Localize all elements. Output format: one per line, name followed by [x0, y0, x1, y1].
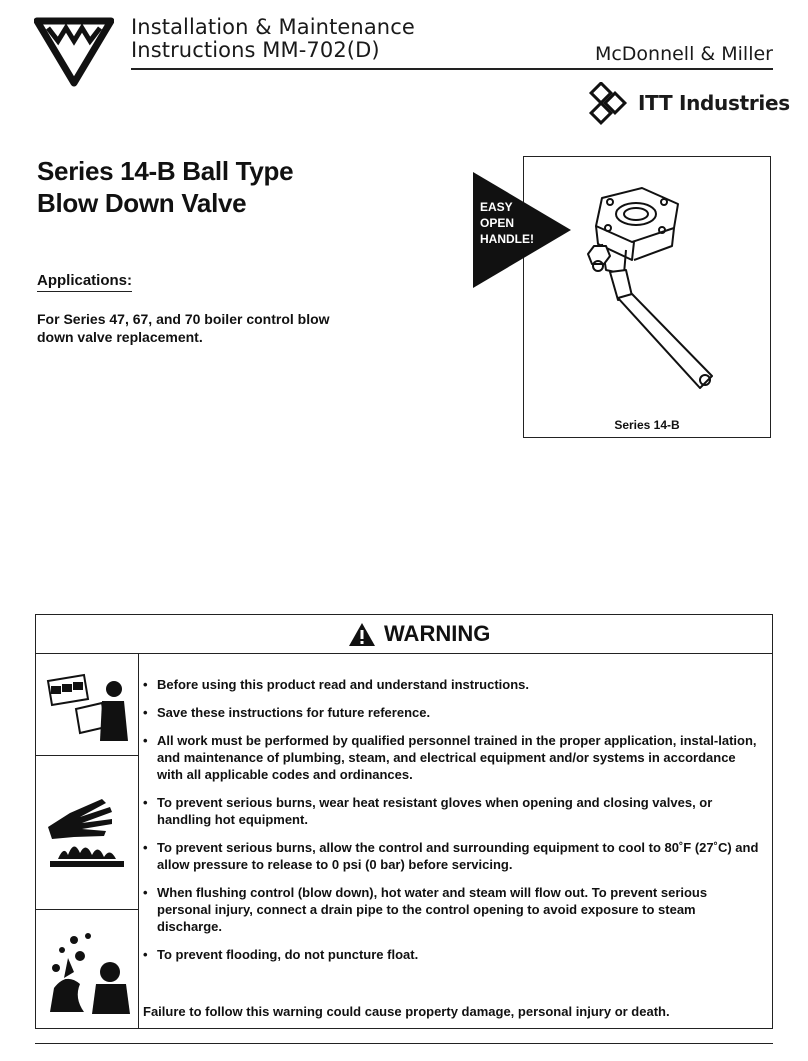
figure-caption: Series 14-B: [614, 418, 680, 432]
list-item: • Save these instructions for future reference.: [143, 704, 763, 721]
applications-text: For Series 47, 67, and 70 boiler control blow down valve replacement.: [37, 311, 330, 345]
itt-logo-icon: [586, 82, 634, 126]
warning-heading: [348, 621, 490, 647]
badge-label: [480, 199, 534, 247]
list-item: • All work must be performed by qualified personnel trained in the proper application, instal-lation, and maintenance of plumbing, steam, and electrical equipment and/or systems in accordance with all applicable codes and ordinances.: [143, 732, 763, 783]
warning-list: [143, 676, 763, 974]
page-title: [37, 155, 367, 219]
header-divider: [131, 68, 773, 70]
applications-heading: Applications:: [37, 272, 132, 292]
footer-divider: [35, 1043, 773, 1044]
warning-title: WARNING: [384, 621, 491, 646]
steam-burst-icon: [44, 928, 132, 1016]
list-item: • To prevent serious burns, allow the control and surrounding equipment to cool to 80˚F (27˚C) and allow pressure to release to 0 psi (0 bar) before servicing.: [143, 839, 763, 873]
title-line-2: Blow Down Valve: [37, 188, 247, 218]
badge-line-3: HANDLE!: [480, 232, 534, 246]
list-item: • To prevent serious burns, wear heat resistant gloves when opening and closing valves, or handling hot equipment.: [143, 794, 763, 828]
warning-footer: Failure to follow this warning could cause property damage, personal injury or death.: [143, 1004, 670, 1019]
read-manual-icon: [44, 665, 130, 747]
badge-line-2: OPEN: [480, 216, 515, 230]
title-line-1: Series 14-B Ball Type: [37, 156, 294, 186]
valve-illustration: [572, 186, 722, 402]
warning-triangle-icon: [348, 622, 376, 647]
parent-brand-name: ITT Industries: [638, 91, 790, 115]
list-item: • Before using this product read and understand instructions.: [143, 676, 763, 693]
warning-header-divider: [35, 653, 773, 654]
brand-name: McDonnell & Miller: [594, 43, 773, 65]
icon-divider: [35, 755, 138, 756]
mm-logo-icon: [34, 15, 114, 87]
list-item: • When flushing control (blow down), hot water and steam will flow out. To prevent serious personal injury, connect a drain pipe to the control opening to avoid exposure to steam discharge.: [143, 884, 763, 935]
hot-surface-hand-icon: [44, 795, 130, 871]
warning-column-divider: [138, 653, 139, 1029]
document-title-block: [131, 16, 415, 62]
icon-divider: [35, 909, 138, 910]
document-number: Instructions MM-702(D): [131, 38, 380, 62]
badge-line-1: EASY: [480, 200, 513, 214]
document-type: Installation & Maintenance: [131, 15, 415, 39]
list-item: • To prevent flooding, do not puncture float.: [143, 946, 763, 963]
